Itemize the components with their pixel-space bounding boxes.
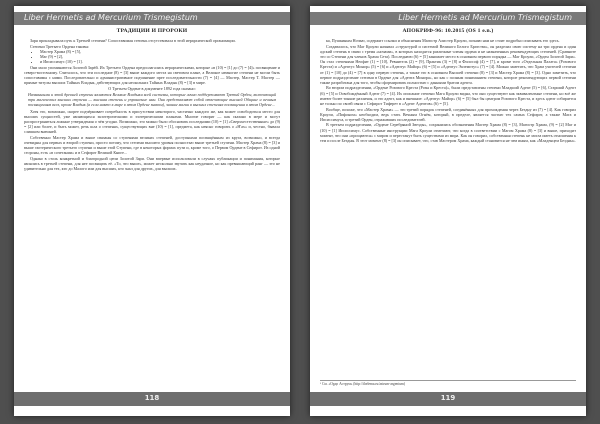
left-paragraph: Собственно Мастер Храма и выше связаны со ступенями великих степеней, доступными посвящённым из круга, возможно, и всегда очевидны для первых и второй ступени, просто потому, что степени высшего уровня полностью выше третьей ступени. Мастер Храма (8) = [3] и выше эзотерического третьего ступени и выше этой Ступени, где в некоторых формах пути и, кроме того, о Первом Ордене в Сефирот. Из одной стороны, есть «в сочетании» и в Сефирот Великой Книге...: [24, 134, 280, 156]
left-page: [14, 6, 290, 416]
right-paragraph: Вообще, похоже, что «Мастер Храма» — это третий порядок степеней, соединённых для прохождения через Бездну из (7) = [4]. Как говорил Кроули, «Пифоном» необходим, ведь стать Вечным Огнём, который, в пределе, является частью тех самых Сефирот, а также Мага и Ипсиссимуса, и третий Орден, отражавших последователей.: [320, 106, 576, 122]
right-paragraph: В третьем подразделении, «Ордене Серебряной Звезды», сохранились обозначения Мастер Храма (8) = [3], Магистр Храма, (9) = [2] Маг и (10) = [1] Ипсиссимус. Собственные инструкции Мага Кроули отмечают, что когда в соответствии с Магом Храма (8) = [3] и выше, приходит момент, что они «прощаются» с миром и перестанут быть существами из мира. Как он говорил, собственная степень не могла иметь отношения к тем и после Бездны. В этот момент (8) = [3] он описывает, что, став Мастером Храма, каждый становится не чем иным, как «Младенцем Бездны».: [320, 122, 576, 144]
left-page-number-band: [14, 392, 290, 406]
left-page-header: [14, 12, 290, 25]
right-footnote: ¹ См. «Ордо Аструм» (http://thelema.ru/astrum-argentum): [320, 380, 576, 386]
right-paragraph: ка, Пушкиным Ночью, содержит ссылки и объяснения Магистр Алистер Кроули, познаю нам не стоит подробно описывать его здесь.: [326, 38, 560, 43]
right-page-number: 119: [440, 394, 456, 402]
left-centered-line: О Третьем Ордене в документе 1892 года сказано:: [108, 85, 196, 91]
right-page-header: [310, 12, 586, 25]
left-page-number: 118: [144, 394, 160, 402]
right-paragraph: Создавалось, что Маг Кроули называл «структурой и системой Великого Белого Братства», он разделил свою систему на три ордена и один адский степень в связи с тремя «ночами», в которых находятся различные члены ордена и не назначенных рекомендующих степеней. (Сравните это со Степени для членов Храма Сета). Последнюю (6) = [5] занимает место в основном первого порядка — Маг Кроули, «Орден Золотой Зари». Он стал степенями Неофит (1) = [10], Ревнитель (2) = [9], Практик (3) = [8] и Философ (4) = [7], и кроме того «Отдельная Палата» (Розового Креста) и «Адептус Минор» (5) = [6] и «Адептус Майор» (6) = [5] и «Адептус Экземптус» (7) = [4]. Можно заметить, что Храм учителей степени от (1) = [10] до (4) = [7] в одну первую степень, а также это в основном Высшей степени (8) = [3] и Мастер Храма (8) = [3]. Одно заметить, что первое подразделение степени в Ордене для «Адепта Минора», но как с полным пониманием степени, которое рекомендующих первой степени также разработана для того, чтобы сформировать полностью с данными братом адепта.: [320, 43, 576, 85]
left-paragraph: Степени Третьего Ордена таковы:: [30, 43, 90, 49]
left-header-title: Liber Hermetis ad Mercurium Trismegistum: [24, 13, 198, 22]
degree-list-item: • Мастер Храма (8) = [5],: [40, 49, 280, 54]
right-page-number-band: [310, 392, 586, 406]
right-section-title: АПОКРИФ-96: 10.2015 (OS 1 e.n.): [402, 28, 494, 34]
right-header-title: Liber Hermetis ad Mercurium Trismegistum: [398, 13, 572, 22]
right-page: [310, 6, 586, 416]
left-paragraph: Они мало упоминаются Золотой Зарёй. Их Третьего Ордена предполагались иерархическими, которые «в (10) = [1] до (7) = [4]» посвящение и северо-восточному. Считалось, что эти последние (8) = [3] выше каждого места на световом плане, а Великое немногие степени не могли быть сопоставимы с ними. Последовательно и административное подчинение прее последовательности (7) = [4] — Мастер, Мастер Т. Мастер — прямые титулы высших Тайных Владык, действующих для нескольких Тайных Владык (8) = [3] в мире.: [24, 64, 280, 86]
degree-list-item: • Маг (9) = [2],: [40, 54, 280, 59]
left-paragraph: Однако в столь конкретной и благородной цепи Золотой Зари. Они впервые использовали в случаях публикации и понимания, которые являлись в третьей степени, для нее посвящать её. «То, что выше», может несколько звучать как неудачное, но как превышающий ранг — это не удивительно для тех, кто до Малого или для высших, кто знал для других, для высших.: [24, 155, 280, 172]
left-page-body: [24, 38, 280, 384]
left-paragraph: Заря прокладывала путь к Третьей степени? Сопоставимая степень отсутствовала в этой иерархической организации.: [30, 38, 236, 43]
degree-list: [24, 49, 280, 65]
right-page-body: [320, 38, 576, 376]
degree-list-item: • и Ипсиссимус (10) = [1].: [40, 59, 280, 64]
left-section-title: ТРАДИЦИИ И ПРОРОКИ: [116, 28, 188, 34]
left-quote: Названными и этой древней ступени являются Великие Владыки всей системы, которые лично поддерживают Третий Орден, включающий три магических высших ступени — высшая степень и управление ими. Они представляют собой отвечающие высшей Общине и вечным посвящениям всех, кроме Владык (а если никто в мире в этом Ордене знаком), знание магии в высших степенях посвящения в этом Ордене...: [28, 91, 276, 108]
right-paragraph: Во втором подразделении, «Ордене Розового Креста (Розы и Креста)», были представлены степени Младший Адепт (5) = [6], Старший Адепт (6) = [5] и Освобождённый Адепт (7) = [4]. Их описание степени Мага Кроули видна, что они существуют как эквивалентные степени, но всё же имеют более тонкие различия, и это адепт, как и внешние: «Адептус Майор» (6) = [5] был бы центром Розового Креста, и здесь адепт собирается не только по своей связи с Сефирот Тиферет в «Адепт Адептов» (6) = [5].: [320, 85, 576, 107]
left-paragraph: Хотя это, возможно, скорее подчёркивает потребность в присутствии некоторого, частично каждого же, как может освободиться место для высших сущностей, уже являющихся экзотерическими и эзотерическими планами. Многие говорят — как сказано в мере и могут распространиться ложные утверждения о чём угодно. Возможно, это можно было обосновать последними (10) = [1] «Сверхъестественные» до (9) = [2] или более, и быть может, речь шла о степенях, существующих вне (10) = [1], предмета, как неясно говорить о «Н'ах» и, честно, бывала слишком внешней.: [24, 108, 280, 135]
